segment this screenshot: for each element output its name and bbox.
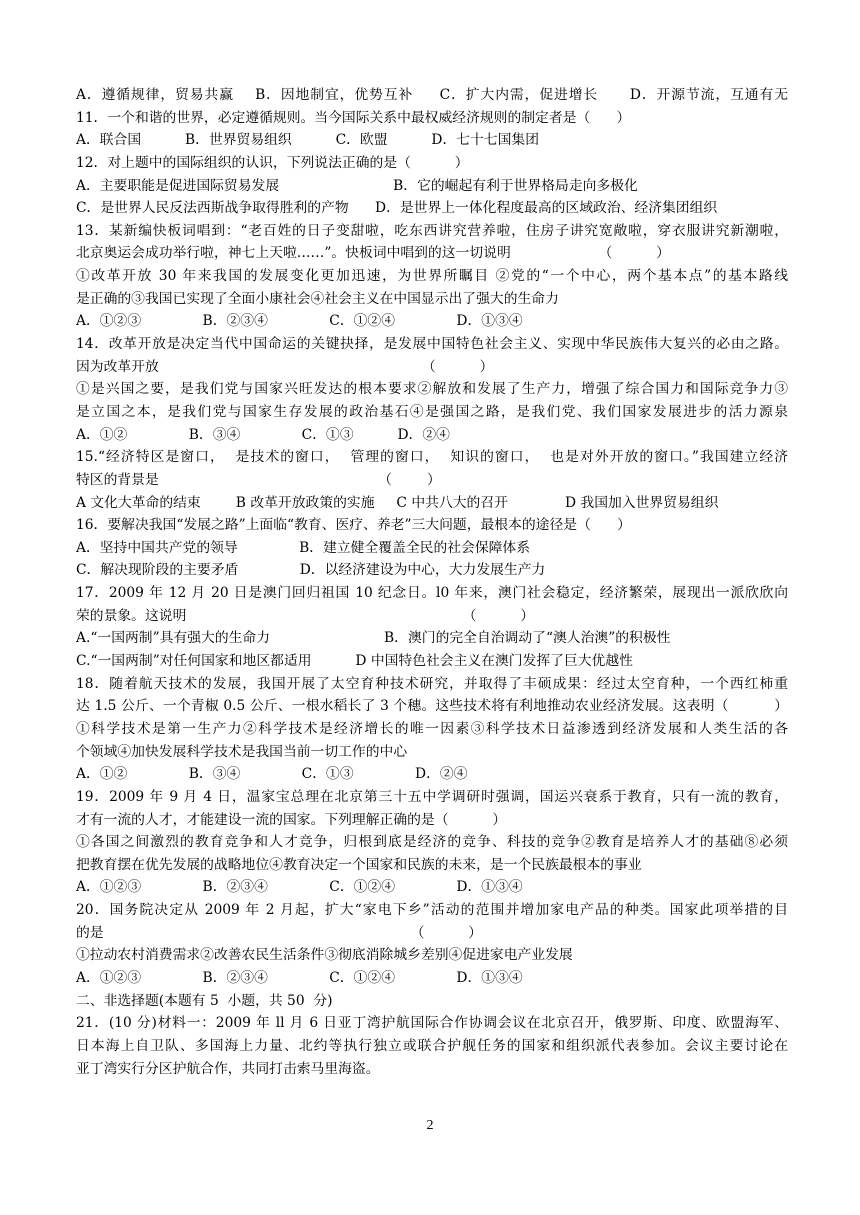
text-line: A．遵循规律，贸易共赢 B．因地制宜，优势互补 C．扩大内需，促进增长 D．开源节流，互通有无 xyxy=(76,87,788,103)
text-line: 个领域④加快发展科学技术是我国当前一切工作的中心 xyxy=(76,743,408,760)
text-line: 特区的背景是 （ ） xyxy=(76,471,441,488)
text-line: ①科学技术是第一生产力②科学技术是经济增长的唯一因素③科学技术日益渗透到经济发展和人类生活的各 xyxy=(76,720,788,737)
text-line: 才有一流的人才，才能建设一流的国家。下列理解正确的是（ ） xyxy=(76,811,507,828)
text-line: 亚丁湾实行分区护航合作，共同打击索马里海盗。 xyxy=(76,1060,380,1077)
page-number: 2 xyxy=(426,1118,434,1133)
text-line: 21．(10 分)材料一：2009 年 ll 月 6 日亚丁湾护航国际合作协调会议在北京召开，俄罗斯、印度、欧盟海军、 xyxy=(76,1015,788,1032)
text-line: 是立国之本，是我们党与国家生存发展的政治基石④是强国之路，是我们党、我们国家发展进步的活力源泉 xyxy=(76,403,788,420)
text-line: A.“一国两制”具有强大的生命力 B．澳门的完全自治调动了“澳人治澳”的积极性 xyxy=(76,630,671,647)
document-body xyxy=(76,84,788,1080)
text-line: 是正确的③我国已实现了全面小康社会④社会主义在中国显示出了强大的生命力 xyxy=(76,290,559,307)
text-line: 北京奥运会成功举行啦，神七上天啦……”。快板词中唱到的这一切说明 （ ） xyxy=(76,245,670,262)
text-line: A．①② B．③④ C．①③ D．②④ xyxy=(76,766,468,783)
text-line: 二、非选择题(本题有 5 小题，共 50 分) xyxy=(76,992,333,1009)
text-line: A 文化大革命的结束 B 改革开放政策的实施 C 中共八大的召开 D 我国加入世界贸易组织 xyxy=(76,494,719,511)
text-line: 达 1.5 公斤、一个青椒 0.5 公斤、一根水稻长了 3 个穗。这些技术将有利地推动农业经济发展。这表明（ ） xyxy=(76,698,788,715)
text-line: ①拉动农村消费需求②改善农民生活条件③彻底消除城乡差别④促进家电产业发展 xyxy=(76,947,573,964)
text-line: 19．2009 年 9 月 4 日，温家宝总理在北京第三十五中学调研时强调，国运兴衰系于教育，只有一流的教育， xyxy=(76,788,788,805)
text-line: 16．要解决我国“发展之路”上面临“教育、医疗、养老”三大问题，最根本的途径是（ ） xyxy=(76,517,631,534)
text-line: C．解决现阶段的主要矛盾 D．以经济建设为中心，大力发展生产力 xyxy=(76,562,546,579)
text-line: C．是世界人民反法西斯战争取得胜利的产物 D．是世界上一体化程度最高的区域政治、经济集团组织 xyxy=(76,200,718,217)
text-line: ①改革开放 30 年来我国的发展变化更加迅速，为世界所瞩目 ②党的“一个中心，两个基本点”的基本路线 xyxy=(76,268,788,285)
text-line: A．①② B．③④ C．①③ D．②④ xyxy=(76,426,450,443)
text-line: 荣的景象。这说明 （ ） xyxy=(76,607,535,624)
text-line: C.“一国两制”对任何国家和地区都适用 D 中国特色社会主义在澳门发挥了巨大优越性 xyxy=(76,653,633,670)
text-line: 因为改革开放 （ ） xyxy=(76,358,494,375)
text-line: 14．改革开放是决定当代中国命运的关键抉择，是发展中国特色社会主义、实现中华民族伟大复兴的必由之路。 xyxy=(76,336,788,353)
text-line: A．联合国 B．世界贸易组织 C．欧盟 D．七十七国集团 xyxy=(76,132,540,149)
text-line: A．①②③ B．②③④ C．①②④ D．①③④ xyxy=(76,879,523,896)
text-line: 12．对上题中的国际组织的认识，下列说法正确的是（ ） xyxy=(76,154,469,171)
text-line: ①是兴国之要，是我们党与国家兴旺发达的根本要求②解放和发展了生产力，增强了综合国力和国际竞争力③ xyxy=(76,381,788,398)
text-line: 15.“经济特区是窗口， 是技术的窗口， 管理的窗口， 知识的窗口， 也是对外开放的窗口。”我国建立经济 xyxy=(76,449,788,466)
text-line: 日本海上自卫队、多国海上力量、北约等执行独立或联合护舰任务的国家和组织派代表参加。会议主要讨论在 xyxy=(76,1037,788,1054)
text-line: A．坚持中国共产党的领导 B．建立健全覆盖全民的社会保障体系 xyxy=(76,539,531,556)
text-line: 的是 （ ） xyxy=(76,924,483,941)
text-line: 20．国务院决定从 2009 年 2 月起，扩大“家电下乡”活动的范围并增加家电产品的种类。国家此项举措的目 xyxy=(76,902,788,919)
text-line: A．主要职能是促进国际贸易发展 B．它的崛起有利于世界格局走向多极化 xyxy=(76,177,638,194)
text-line: 18．随着航天技术的发展，我国开展了太空育种技术研究，并取得了丰硕成果：经过太空育种，一个西红柿重 xyxy=(76,675,788,692)
text-line: 17．2009 年 12 月 20 日是澳门回归祖国 10 纪念日。l0 年来，澳门社会稳定，经济繁荣，展现出一派欣欣向 xyxy=(76,585,788,602)
text-line: A．①②③ B．②③④ C．①②④ D．①③④ xyxy=(76,969,523,986)
text-line: 把教育摆在优先发展的战略地位④教育决定一个国家和民族的未来，是一个民族最根本的事业 xyxy=(76,856,642,873)
text-line: 11．一个和谐的世界，必定遵循规则。当今国际关系中最权威经济规则的制定者是（ ） xyxy=(76,109,631,126)
text-line: ①各国之间激烈的教育竞争和人才竞争，归根到底是经济的竞争、科技的竞争②教育是培养人才的基础⑧必须 xyxy=(76,834,788,851)
text-line: A．①②③ B．②③④ C．①②④ D．①③④ xyxy=(76,313,523,330)
text-line: 13．某新编快板词唱到：“老百姓的日子变甜啦，吃东西讲究营养啦，住房子讲究宽敞啦，穿衣服讲究新潮啦， xyxy=(76,222,788,239)
